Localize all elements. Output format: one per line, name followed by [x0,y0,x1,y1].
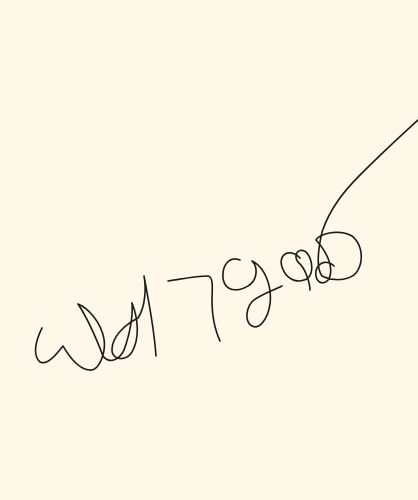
ink-stroke [223,259,282,327]
ink-stroke [316,120,418,283]
ink-stroke [168,276,220,341]
ink-stroke [112,276,156,359]
ink-stroke [36,303,133,370]
ink-stroke [281,250,312,290]
